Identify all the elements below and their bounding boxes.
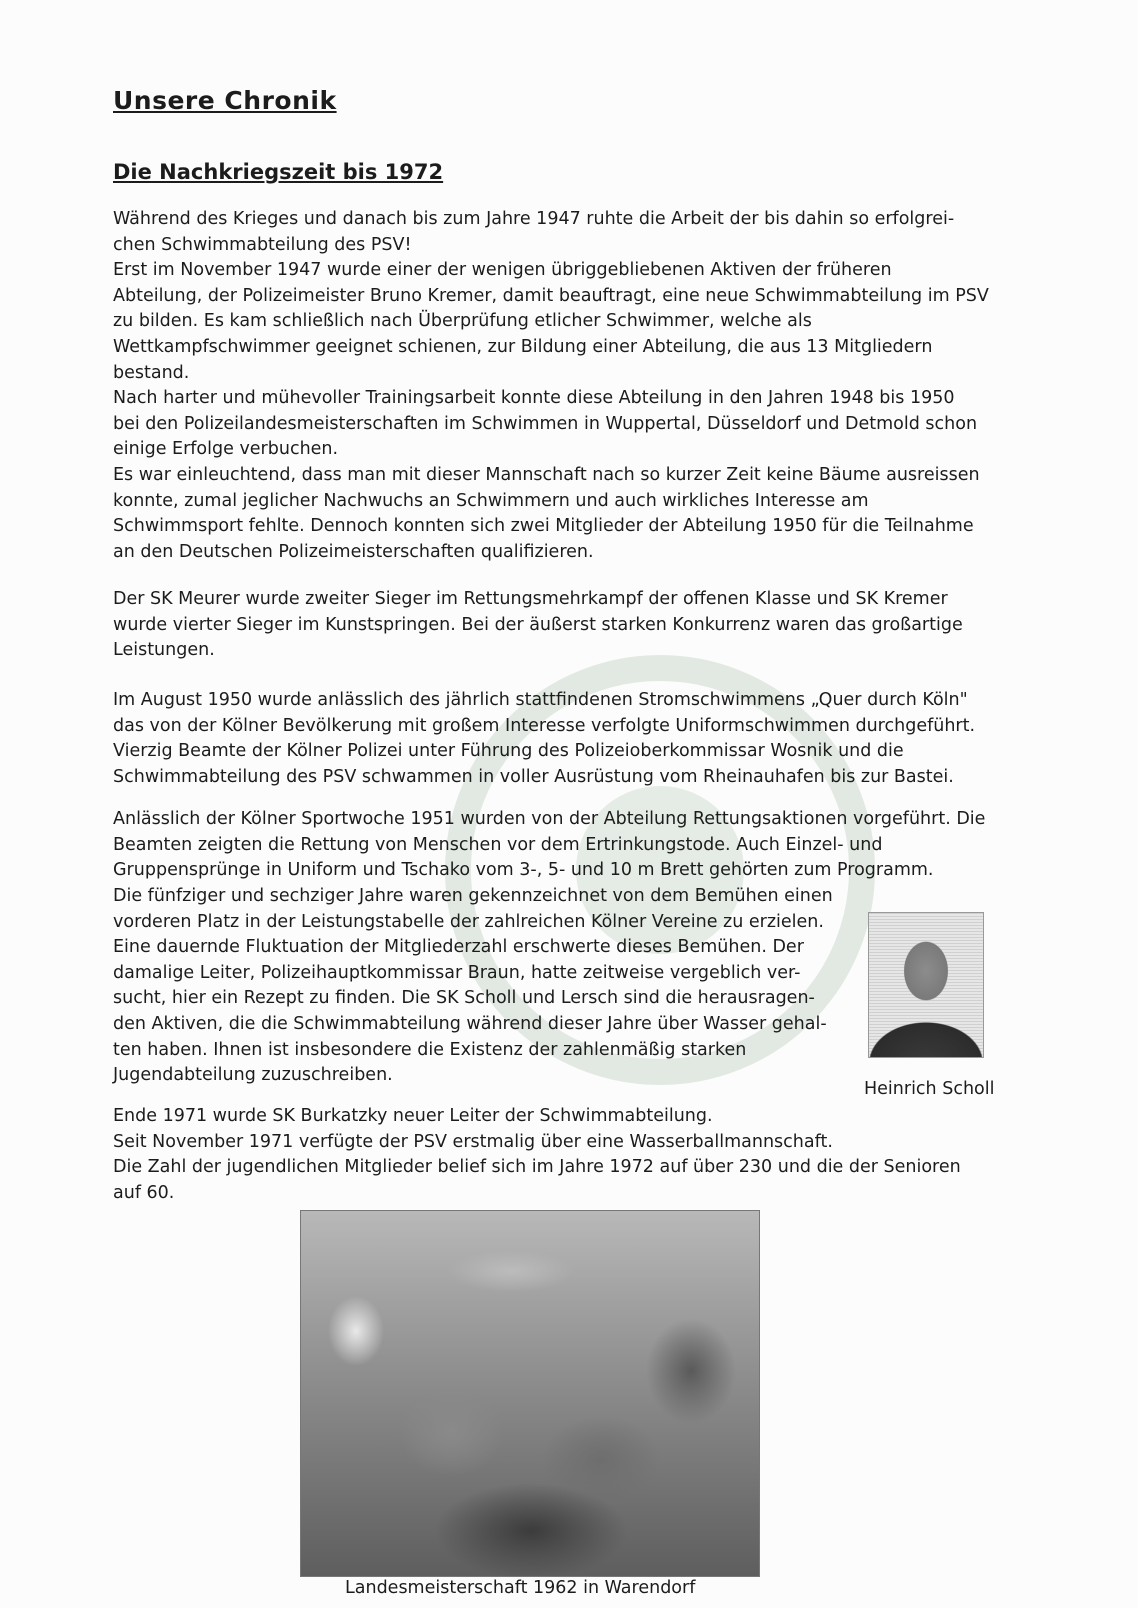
section-title: Die Nachkriegszeit bis 1972 [113,160,444,184]
paragraph-uniform-swim: Im August 1950 wurde anlässlich des jährlich stattfindenen Stromschwimmens „Quer durch Köln" das von der Kölner Bevölkerung mit großem Interesse verfolgte Uniformschwimmen durchgeführt. Vierzig Beamte der Kölner Polizei unter Führung des Polizeioberkommissar Wosnik und die Schwimmabteilung des PSV schwammen in voller Ausrüstung vom Rheinauhafen bis zur Bastei. [113,690,976,787]
group-photo [300,1210,760,1577]
paragraph-postwar: Während des Krieges und danach bis zum Jahre 1947 ruhte die Arbeit der bis dahin so erfolgrei- chen Schwimmabteilung des PSV! Erst im November 1947 wurde einer der wenigen übriggebliebenen Aktiven der früheren Abteilung, der Polizeimeister Bruno Kremer, damit beauftragt, eine neue Schwimmabteilung im PSV zu bilden. Es kam schließlich nach Überprüfung etlicher Schwimmer, welche als Wettkampfschwimmer geeignet schienen, zur Bildung einer Abteilung, die aus 13 Mitgliedern bestand. Nach harter und mühevoller Trainingsarbeit konnte diese Abteilung in den Jahren 1948 bis 1950 bei den Polizeilandesmeisterschaften im Schwimmen in Wuppertal, Düsseldorf und Detmold schon einige Erfolge verbuchen. Es war einleuchtend, dass man mit dieser Mannschaft nach so kurzer Zeit keine Bäume ausreissen konnte, zumal jeglicher Nachwuchs an Schwimmern und auch wirkliches Interesse am Schwimmsport fehlte. Dennoch konnten sich zwei Mitglieder der Abteilung 1950 für die Teilnahme an den Deutschen Polizeimeisterschaften qualifizieren. [113,209,989,562]
portrait-photo [868,912,984,1058]
paragraph-sportwoche: Anlässlich der Kölner Sportwoche 1951 wurden von der Abteilung Rettungsaktionen vorgeführt. Die Beamten zeigten die Rettung von Menschen vor dem Ertrinkungstode. Auch Einzel- und Gruppensprünge in Uniform und Tschako vom 3-, 5- und 10 m Brett gehörten zum Programm. [113,809,986,881]
group-photo-caption: Landesmeisterschaft 1962 in Warendorf [345,1578,696,1598]
paragraph-1971-1972: Ende 1971 wurde SK Burkatzky neuer Leiter der Schwimmabteilung. Seit November 1971 verfügte der PSV erstmalig über eine Wasserballmannschaft. Die Zahl der jugendlichen Mitglieder belief sich im Jahre 1972 auf über 230 und die der Senioren auf 60. [113,1106,961,1203]
paragraph-fifties-sixties: Die fünfziger und sechziger Jahre waren gekennzeichnet von dem Bemühen einen vorderen Platz in der Leistungstabelle der zahlreichen Kölner Vereine zu erzielen. Eine dauernde Fluktuation der Mitgliederzahl erschwerte dieses Bemühen. Der damalige Leiter, Polizeihauptkommissar Braun, hatte zeitweise vergeblich ver- sucht, hier ein Rezept zu finden. Die SK Scholl und Lersch sind die herausragen- den Aktiven, die die Schwimmabteilung während dieser Jahre über Wasser gehal- ten haben. Ihnen ist insbesondere die Existenz der zahlenmäßig starken Jugendabteilung zuzuschreiben. [113,886,833,1086]
portrait-caption: Heinrich Scholl [864,1079,995,1099]
paragraph-results: Der SK Meurer wurde zweiter Sieger im Rettungsmehrkampf der offenen Klasse und SK Kremer wurde vierter Sieger im Kunstspringen. Bei der äußerst starken Konkurrenz waren das großartige Leistungen. [113,589,963,661]
page-title: Unsere Chronik [113,86,337,115]
